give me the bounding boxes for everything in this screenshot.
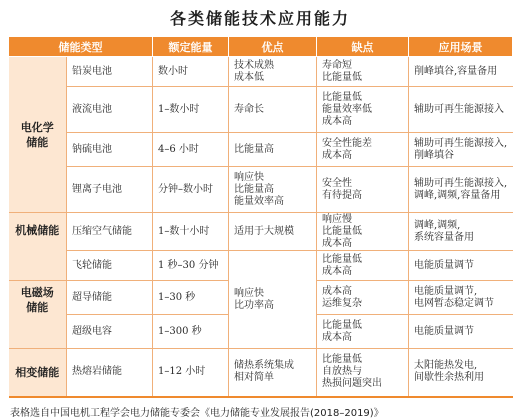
energy-cell: 1–数小时 bbox=[153, 87, 229, 133]
category-phase-change: 相变储能 bbox=[9, 349, 67, 397]
table-row bbox=[9, 167, 513, 213]
table-row bbox=[9, 251, 513, 281]
energy-cell: 数小时 bbox=[153, 57, 229, 87]
apps-cell: 削峰填谷,容量备用 bbox=[409, 57, 513, 87]
cons-cell: 成本高 运维复杂 bbox=[317, 281, 409, 315]
pros-cell: 适用于大规模 bbox=[229, 213, 317, 251]
cons-cell: 比能量低 成本高 bbox=[317, 315, 409, 349]
energy-cell: 1–数十小时 bbox=[153, 213, 229, 251]
type-cell: 锂离子电池 bbox=[67, 167, 153, 213]
cons-cell: 比能量低 自放热与 热损问题突出 bbox=[317, 349, 409, 397]
apps-cell: 辅助可再生能源接入, 削峰填谷 bbox=[409, 133, 513, 167]
apps-cell: 电能质量调节 bbox=[409, 315, 513, 349]
cons-cell: 响应慢 比能量低 成本高 bbox=[317, 213, 409, 251]
apps-cell: 调峰,调频, 系统容量备用 bbox=[409, 213, 513, 251]
table-row bbox=[9, 87, 513, 133]
energy-cell: 1–12 小时 bbox=[153, 349, 229, 397]
energy-cell: 4–6 小时 bbox=[153, 133, 229, 167]
table-row bbox=[9, 57, 513, 87]
storage-table bbox=[8, 36, 513, 398]
type-cell: 超导储能 bbox=[67, 281, 153, 315]
type-cell: 热熔岩储能 bbox=[67, 349, 153, 397]
energy-cell: 1 秒–30 分钟 bbox=[153, 251, 229, 281]
cons-cell: 安全性 有待提高 bbox=[317, 167, 409, 213]
cons-cell: 比能量低 成本高 bbox=[317, 251, 409, 281]
type-cell: 铅炭电池 bbox=[67, 57, 153, 87]
pros-cell: 寿命长 bbox=[229, 87, 317, 133]
energy-cell: 1–300 秒 bbox=[153, 315, 229, 349]
page-title: 各类储能技术应用能力 bbox=[169, 9, 350, 28]
cons-cell: 比能量低 能量效率低 成本高 bbox=[317, 87, 409, 133]
apps-cell: 辅助可再生能源接入, 调峰,调频,容量备用 bbox=[409, 167, 513, 213]
pros-cell: 储热系统集成 相对简单 bbox=[229, 349, 317, 397]
pros-cell: 比能量高 bbox=[229, 133, 317, 167]
header-cons: 缺点 bbox=[317, 37, 409, 57]
category-electromagnetic: 电磁场 储能 bbox=[9, 281, 67, 349]
table-row bbox=[9, 213, 513, 251]
category-electrochemical: 电化学 储能 bbox=[9, 57, 67, 213]
apps-cell: 太阳能热发电, 间歇性余热利用 bbox=[409, 349, 513, 397]
apps-cell: 辅助可再生能源接入 bbox=[409, 87, 513, 133]
energy-cell: 1–30 秒 bbox=[153, 281, 229, 315]
cons-cell: 寿命短 比能量低 bbox=[317, 57, 409, 87]
table-row bbox=[9, 349, 513, 397]
category-mechanical: 机械储能 bbox=[9, 213, 67, 281]
header-pros: 优点 bbox=[229, 37, 317, 57]
header-row bbox=[9, 37, 513, 57]
energy-cell: 分钟–数小时 bbox=[153, 167, 229, 213]
pros-cell-merged: 响应快 比功率高 bbox=[229, 251, 317, 349]
apps-cell: 电能质量调节 bbox=[409, 251, 513, 281]
source-note: 表格选自中国电机工程学会电力储能专委会《电力储能专业发展报告(2018–2019)》 bbox=[10, 408, 384, 419]
type-cell: 压缩空气储能 bbox=[67, 213, 153, 251]
pros-cell: 技术成熟 成本低 bbox=[229, 57, 317, 87]
header-rated-energy: 额定能量 bbox=[153, 37, 229, 57]
type-cell: 飞轮储能 bbox=[67, 251, 153, 281]
table-row bbox=[9, 133, 513, 167]
apps-cell: 电能质量调节, 电网暂态稳定调节 bbox=[409, 281, 513, 315]
header-storage-type: 储能类型 bbox=[9, 37, 153, 57]
type-cell: 钠硫电池 bbox=[67, 133, 153, 167]
header-applications: 应用场景 bbox=[409, 37, 513, 57]
pros-cell: 响应快 比能量高 能量效率高 bbox=[229, 167, 317, 213]
type-cell: 液流电池 bbox=[67, 87, 153, 133]
type-cell: 超级电容 bbox=[67, 315, 153, 349]
cons-cell: 安全性能差 成本高 bbox=[317, 133, 409, 167]
